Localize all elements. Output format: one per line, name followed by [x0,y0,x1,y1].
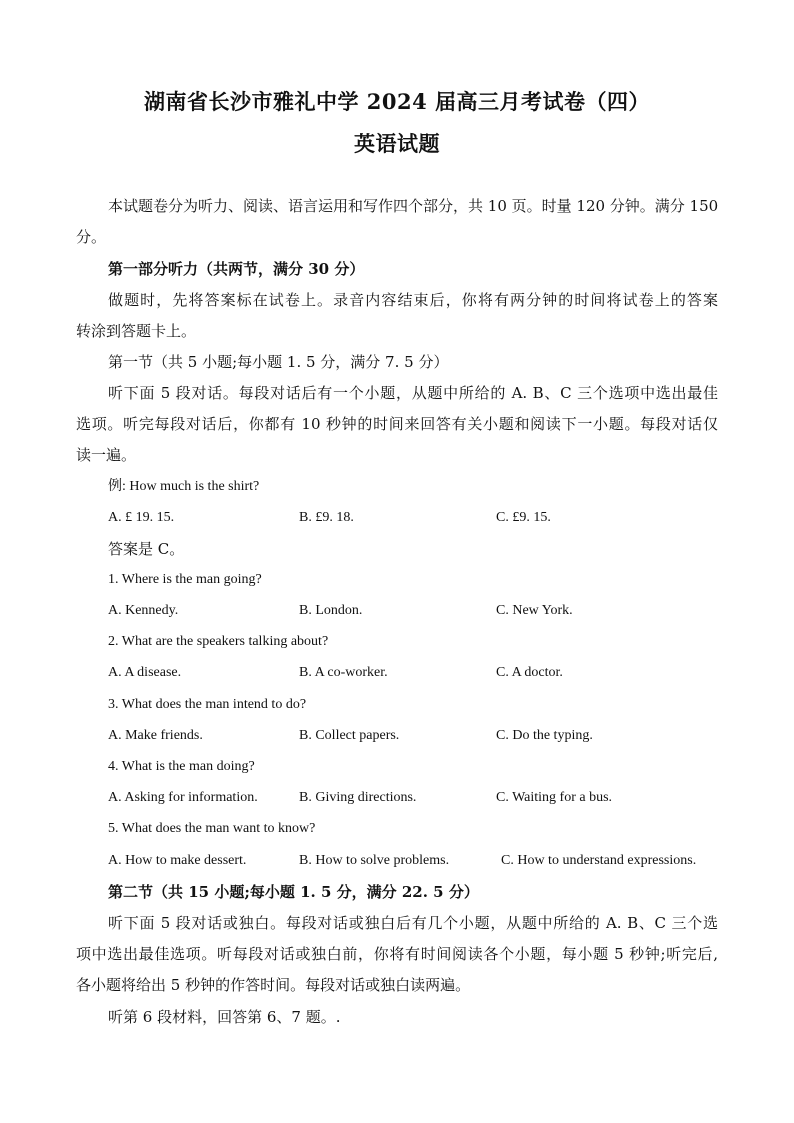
question-2-option-b: B. A co-worker. [299,665,388,680]
section1-instructions-line-1: 听下面 5 段对话。每段对话后有一个小题，从题中所给的 A. B、C 三个选项中选出最佳 [108,384,718,402]
example-option-b: B. £9. 18. [299,510,354,525]
question-1-option-a: A. Kennedy. [108,603,179,618]
question-5-option-a: A. How to make dessert. [108,853,247,868]
question-3-option-a: A. Make friends. [108,728,203,743]
section1-heading: 第一节（共 5 小题;每小题 1. 5 分，满分 7. 5 分） [108,353,449,371]
part1-instructions-line-2: 转涂到答题卡上。 [76,322,197,340]
exam-subtitle: 英语试题 [354,131,440,156]
intro-line-1: 本试题卷分为听力、阅读、语言运用和写作四个部分，共 10 页。时量 120 分钟。满分 150 [108,197,719,215]
material-6-instruction: 听第 6 段材料，回答第 6、7 题。. [108,1008,341,1026]
question-2: 2. What are the speakers talking about? [108,634,329,649]
section2-instructions-line-2: 项中选出最佳选项。听每段对话或独白前，你将有时间阅读各个小题，每小题 5 秒钟;听完后, [76,945,718,963]
example-question: 例: How much is the shirt? [108,479,260,494]
question-1: 1. Where is the man going? [108,572,262,587]
section2-instructions-line-1: 听下面 5 段对话或独白。每段对话或独白后有几个小题，从题中所给的 A. B、C 三个选 [108,914,718,932]
example-answer: 答案是 C。 [108,540,185,558]
example-option-c: C. £9. 15. [496,510,551,525]
section1-instructions-line-2: 选项。听完每段对话后，你都有 10 秒钟的时间来回答有关小题和阅读下一小题。每段对话仅 [76,415,718,433]
example-option-a: A. £ 19. 15. [108,510,175,525]
question-4: 4. What is the man doing? [108,759,255,774]
part1-heading: 第一部分听力（共两节，满分 30 分） [108,260,365,278]
part1-instructions-line-1: 做题时，先将答案标在试卷上。录音内容结束后，你将有两分钟的时间将试卷上的答案 [108,291,718,309]
section2-heading: 第二节（共 15 小题;每小题 1. 5 分，满分 22. 5 分） [108,883,479,901]
section2-instructions-line-3: 各小题将给出 5 秒钟的作答时间。每段对话或独白读两遍。 [76,976,471,994]
intro-line-2: 分。 [76,228,107,246]
question-4-option-a: A. Asking for information. [108,790,258,805]
question-3: 3. What does the man intend to do? [108,697,307,712]
question-3-option-c: C. Do the typing. [496,728,593,743]
question-3-option-b: B. Collect papers. [299,728,400,743]
question-5: 5. What does the man want to know? [108,821,316,836]
question-5-option-c: C. How to understand expressions. [501,853,697,868]
section1-instructions-line-3: 读一遍。 [76,446,137,464]
question-4-option-b: B. Giving directions. [299,790,417,805]
question-2-option-a: A. A disease. [108,665,182,680]
question-4-option-c: C. Waiting for a bus. [496,790,613,805]
question-5-option-b: B. How to solve problems. [299,853,450,868]
exam-title: 湖南省长沙市雅礼中学 2024 届高三月考试卷（四） [143,89,651,114]
question-1-option-b: B. London. [299,603,363,618]
question-2-option-c: C. A doctor. [496,665,563,680]
question-1-option-c: C. New York. [496,603,573,618]
